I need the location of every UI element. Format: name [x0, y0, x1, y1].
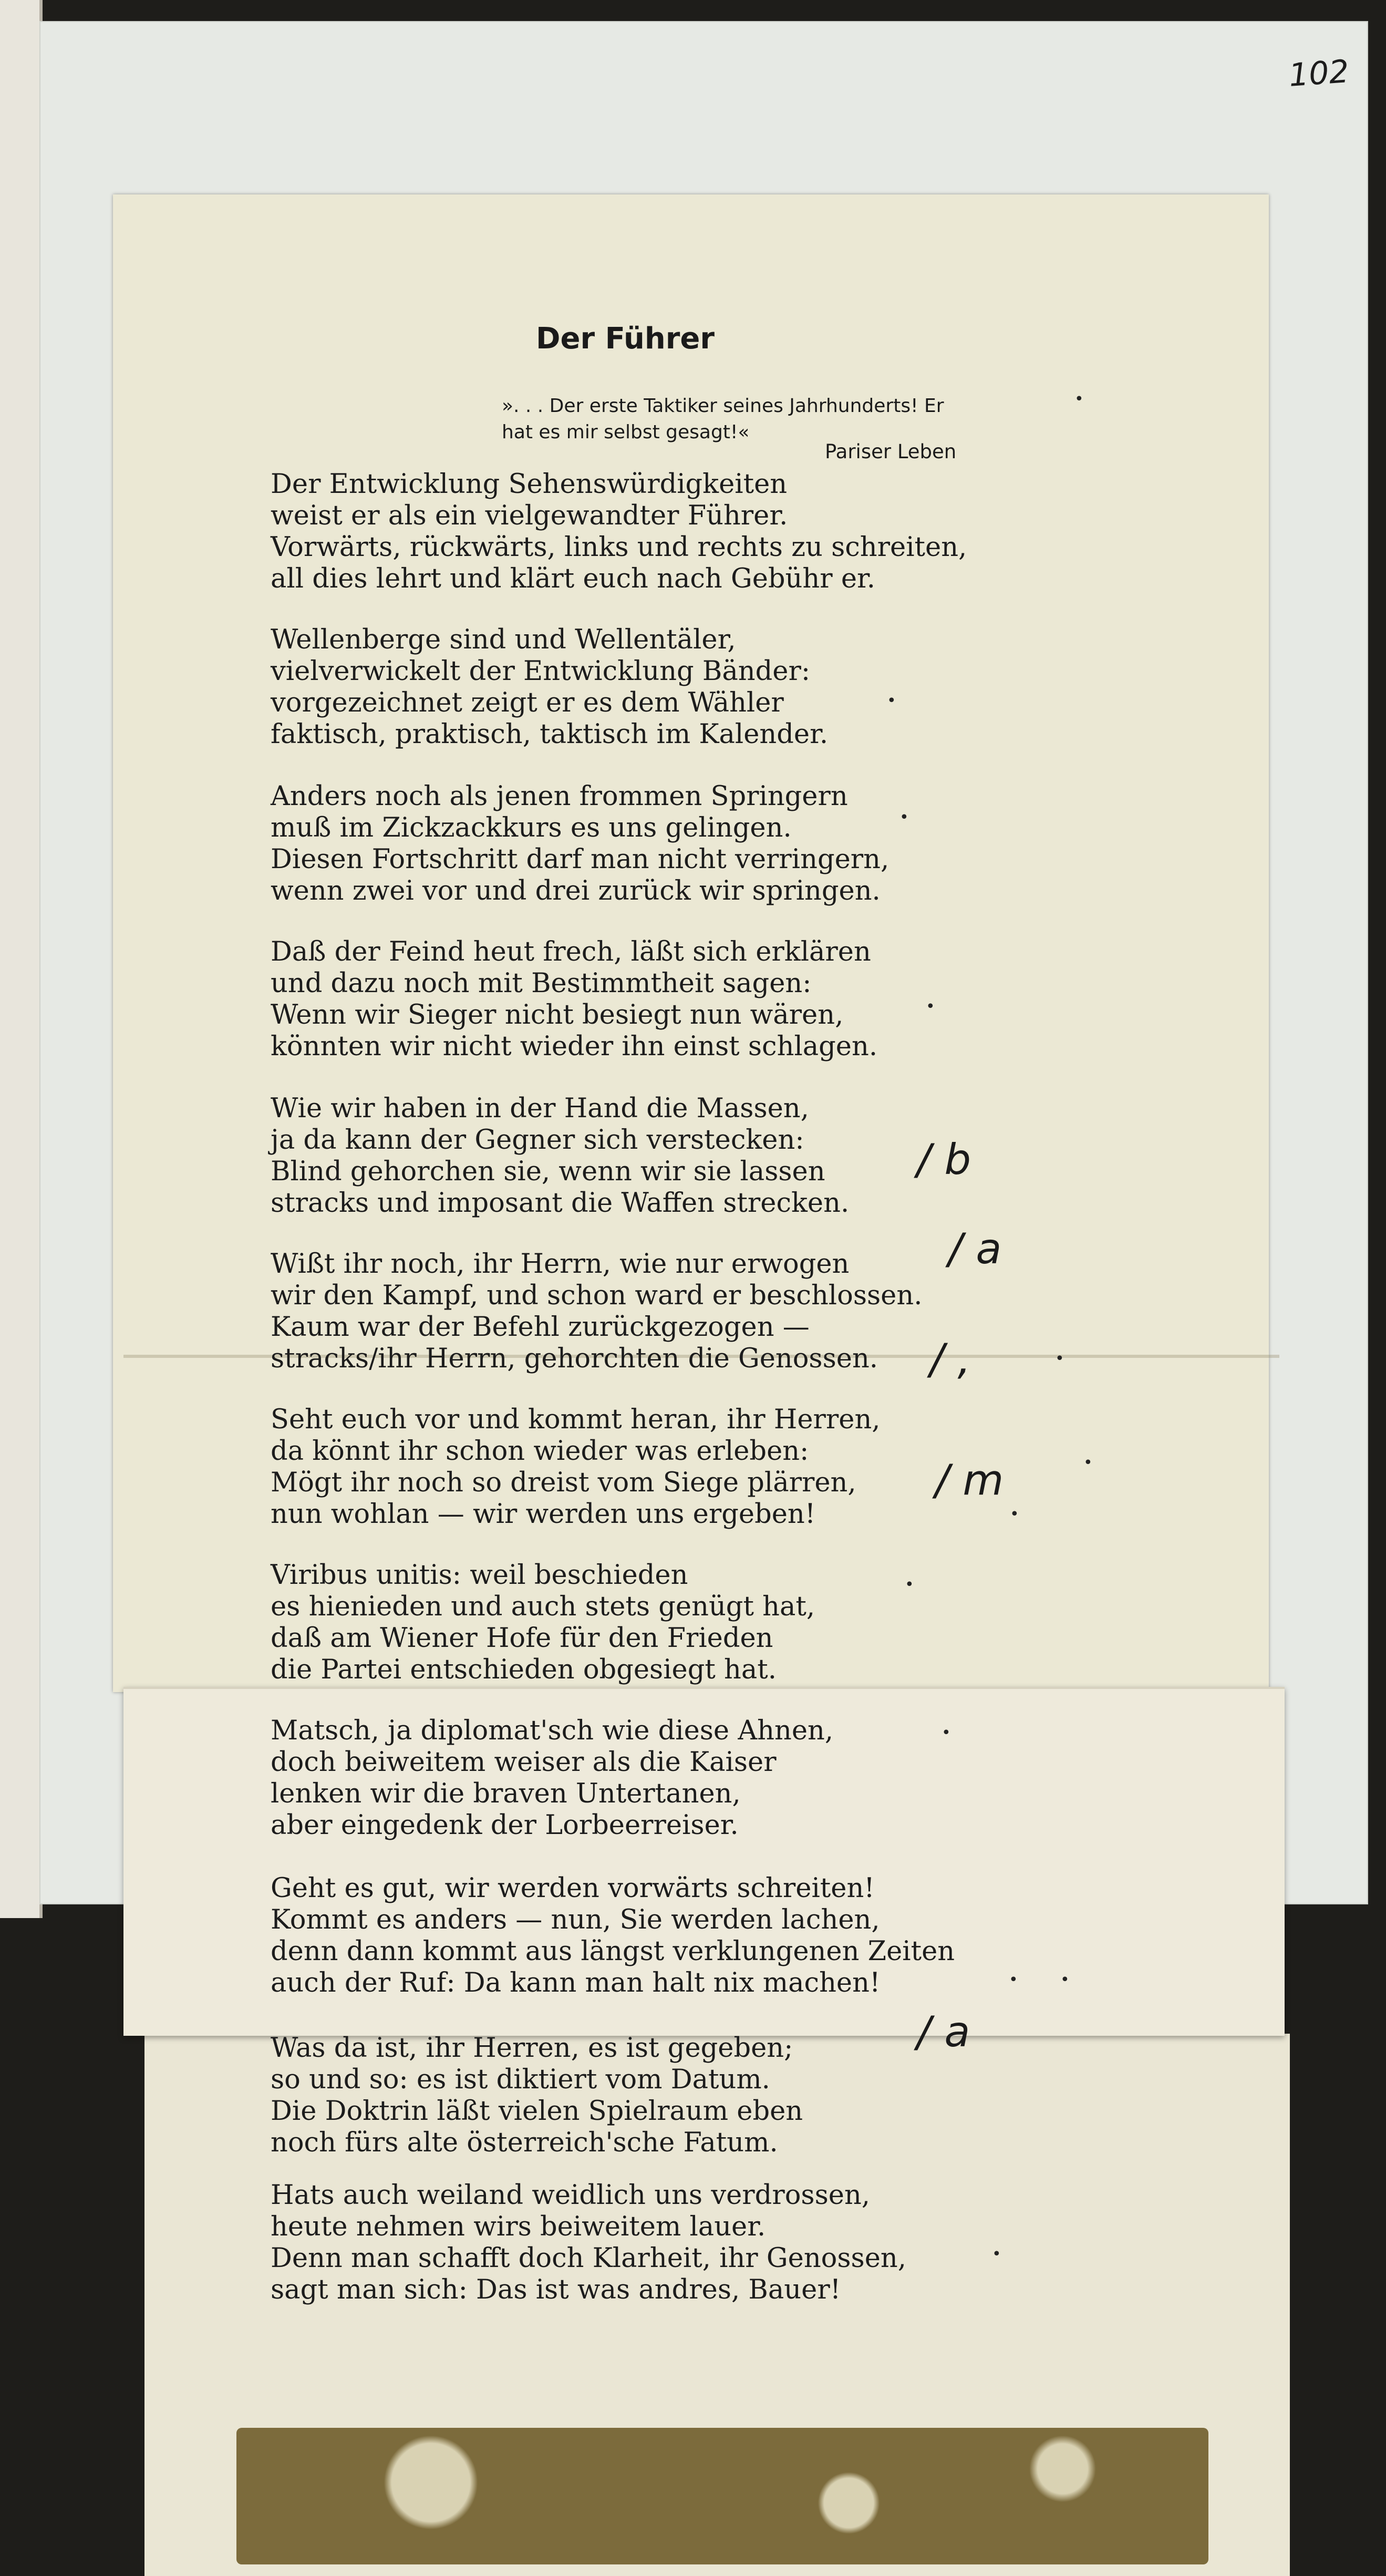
stanza — [271, 781, 889, 907]
verse-line: vorgezeichnet zeigt er es dem Wähler — [271, 687, 784, 718]
verse-line: vielverwickelt der Entwicklung Bänder: — [271, 656, 811, 687]
verse-line: so und so: es ist diktiert vom Datum. — [271, 2064, 770, 2095]
verse-line: wenn zwei vor und drei zurück wir springen. — [271, 875, 881, 906]
verse-line: Was da ist, ihr Herren, es ist gegeben; — [271, 2033, 793, 2064]
epigraph-source: Pariser Leben — [825, 440, 957, 463]
verse-line: Der Entwicklung Sehenswürdigkeiten — [271, 469, 788, 500]
pencil-tick: • — [992, 2245, 1001, 2263]
verse-line: da könnt ihr schon wieder was erleben: — [271, 1436, 809, 1467]
pencil-tick: • — [1074, 390, 1084, 408]
pencil-tick: • — [1010, 1505, 1019, 1523]
verse-line: Wenn wir Sieger nicht besiegt nun wären, — [271, 1000, 844, 1031]
epigraph-line: hat es mir selbst gesagt!« — [502, 421, 750, 443]
stanza — [271, 1249, 922, 1375]
verse-line: Daß der Feind heut frech, läßt sich erklären — [271, 936, 871, 967]
verse-line: all dies lehrt und klärt euch nach Gebühr er. — [271, 563, 875, 594]
pencil-tick: • — [1055, 1349, 1064, 1368]
stanza — [271, 1093, 849, 1219]
verse-line: denn dann kommt aus längst verklungenen Zeiten — [271, 1936, 955, 1967]
verse-line: Kaum war der Befehl zurückgezogen — — [271, 1312, 810, 1343]
verse-line: wir den Kampf, und schon ward er beschlossen. — [271, 1280, 923, 1311]
verse-line: Wie wir haben in der Hand die Massen, — [271, 1093, 809, 1124]
pencil-tick: • — [887, 692, 896, 710]
verse-line: Vorwärts, rückwärts, links und rechts zu schreiten, — [271, 532, 967, 563]
verse-line: es hienieden und auch stets genügt hat, — [271, 1591, 815, 1622]
verse-line: noch fürs alte österreich'sche Fatum. — [271, 2127, 778, 2158]
pencil-tick: • — [905, 1575, 914, 1594]
stanza — [271, 2180, 906, 2306]
verse-line: Geht es gut, wir werden vorwärts schreiten! — [271, 1873, 875, 1904]
pencil-tick: • — [1009, 1971, 1018, 1989]
verse-line: nun wohlan — wir werden uns ergeben! — [271, 1499, 816, 1530]
verse-line: Diesen Fortschritt darf man nicht verringern, — [271, 844, 889, 875]
verse-line: und dazu noch mit Bestimmtheit sagen: — [271, 968, 812, 999]
verse-line: Blind gehorchen sie, wenn wir sie lassen — [271, 1156, 825, 1187]
verse-line: heute nehmen wirs beiweitem lauer. — [271, 2211, 766, 2242]
stanza — [271, 469, 967, 595]
verse-line: daß am Wiener Hofe für den Frieden — [271, 1623, 773, 1654]
verse-line: doch beiweitem weiser als die Kaiser — [271, 1747, 777, 1778]
verse-line: Denn man schafft doch Klarheit, ihr Genossen, — [271, 2243, 906, 2274]
verse-line: stracks/ihr Herrn, gehorchten die Genossen. — [271, 1343, 878, 1374]
verse-line: Mögt ihr noch so dreist vom Siege plärren, — [271, 1467, 856, 1498]
verse-line: die Partei entschieden obgesiegt hat. — [271, 1654, 777, 1685]
stanza — [271, 1560, 815, 1686]
verse-line: Hats auch weiland weidlich uns verdrossen, — [271, 2180, 871, 2211]
verse-line: Matsch, ja diplomat'sch wie diese Ahnen, — [271, 1715, 834, 1746]
verse-line: könnten wir nicht wieder ihn einst schlagen. — [271, 1031, 878, 1062]
pencil-tick: • — [1060, 1971, 1070, 1989]
stanza — [271, 2033, 803, 2159]
verse-line: Seht euch vor und kommt heran, ihr Herren, — [271, 1404, 881, 1435]
stanza — [271, 1715, 833, 1841]
glue-stain — [236, 2428, 1208, 2564]
stanza — [271, 1873, 955, 1999]
handwritten-annotation: / a — [917, 2007, 970, 2056]
verse-line: weist er als ein vielgewandter Führer. — [271, 500, 788, 531]
verse-line: ja da kann der Gegner sich verstecken: — [271, 1125, 804, 1156]
verse-line: sagt man sich: Das ist was andres, Bauer! — [271, 2274, 841, 2305]
pencil-tick: • — [1083, 1454, 1093, 1472]
pencil-tick: • — [942, 1724, 951, 1742]
handwritten-annotation: / b — [917, 1135, 971, 1184]
verse-line: Anders noch als jenen frommen Springern — [271, 781, 848, 812]
verse-line: lenken wir die braven Untertanen, — [271, 1778, 741, 1809]
verse-line: aber eingedenk der Lorbeerreiser. — [271, 1810, 739, 1841]
book-spine — [0, 0, 43, 1918]
verse-line: Viribus unitis: weil beschieden — [271, 1560, 688, 1591]
stanza — [271, 624, 828, 750]
handwritten-annotation: / m — [935, 1456, 1004, 1505]
verse-line: Wellenberge sind und Wellentäler, — [271, 624, 736, 655]
poem-title: Der Führer — [536, 322, 715, 356]
folio-number: 102 — [1288, 53, 1351, 94]
verse-line: faktisch, praktisch, taktisch im Kalender. — [271, 719, 829, 750]
handwritten-annotation: / a — [948, 1224, 1002, 1273]
verse-line: Die Doktrin läßt vielen Spielraum eben — [271, 2096, 803, 2127]
stanza — [271, 1404, 881, 1530]
pencil-tick: • — [899, 808, 909, 827]
verse-line: muß im Zickzackkurs es uns gelingen. — [271, 812, 792, 843]
verse-line: auch der Ruf: Da kann man halt nix machen! — [271, 1967, 881, 1998]
verse-line: Wißt ihr noch, ihr Herrn, wie nur erwogen — [271, 1249, 850, 1280]
handwritten-annotation: / , — [930, 1335, 971, 1384]
epigraph-line: ». . . Der erste Taktiker seines Jahrhunderts! Er — [502, 395, 944, 417]
stanza — [271, 936, 877, 1063]
verse-line: stracks und imposant die Waffen strecken. — [271, 1188, 850, 1219]
verse-line: Kommt es anders — nun, Sie werden lachen, — [271, 1904, 880, 1935]
pencil-tick: • — [926, 997, 935, 1016]
